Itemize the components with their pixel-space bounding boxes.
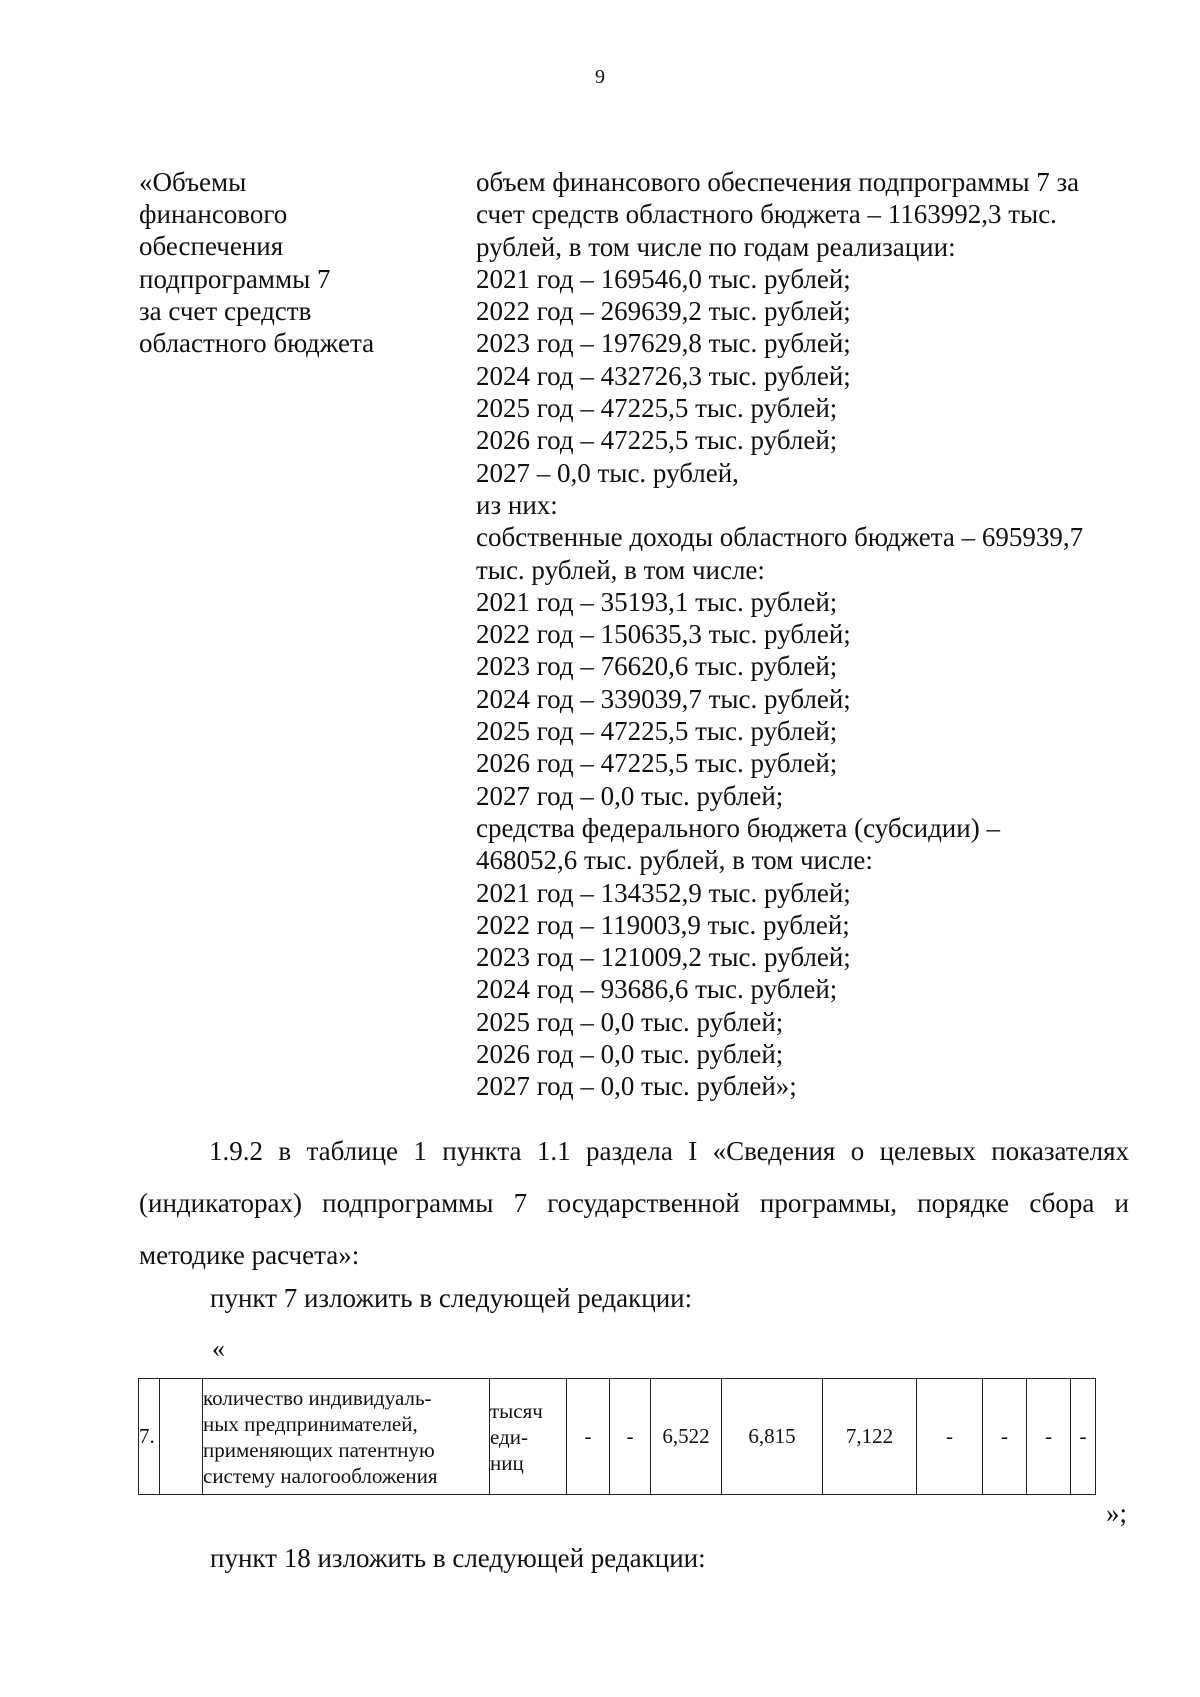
paragraph-text: 1.9.2 в таблице 1 пункта 1.1 раздела I «Сведения о целевых показателях (индикаторах) подпрограммы 7 государственной программы, порядке сбора и методике расчета»: [139, 1136, 1129, 1270]
unit-cell [490, 1379, 567, 1495]
passport-value-line: объем финансового обеспечения подпрограммы 7 за [476, 167, 1080, 197]
passport-value-line: 2027 год – 0,0 тыс. рублей; [476, 780, 784, 811]
passport-value-line: 2024 год – 432726,3 тыс. рублей; [476, 360, 851, 391]
row-number-cell: 7. [139, 1379, 160, 1495]
passport-value-line: 2027 год – 0,0 тыс. рублей»; [476, 1071, 797, 1102]
value-cell: - [610, 1379, 651, 1495]
indicator-name-line: ных предпринимателей, [203, 1411, 418, 1436]
passport-label-line: обеспечения [139, 231, 284, 262]
passport-value-line: 2023 год – 121009,2 тыс. рублей; [476, 942, 851, 973]
value-cell: 6,522 [651, 1379, 722, 1495]
table-quote-open: « [212, 1334, 225, 1363]
passport-value-line: 468052,6 тыс. рублей, в том числе: [476, 845, 873, 876]
passport-value-line: средства федерального бюджета (субсидии) – [476, 812, 1000, 843]
instruction-point-18: пункт 18 изложить в следующей редакции: [210, 1543, 706, 1573]
passport-value-line: рублей, в том числе по годам реализации: [476, 231, 956, 262]
passport-value-line: 2025 год – 0,0 тыс. рублей; [476, 1006, 784, 1037]
indicator-name-line: количество индивидуаль- [203, 1385, 432, 1410]
passport-value-line: 2027 – 0,0 тыс. рублей, [476, 457, 739, 488]
passport-value-line: 2024 год – 339039,7 тыс. рублей; [476, 683, 851, 714]
passport-value-line: 2022 год – 269639,2 тыс. рублей; [476, 296, 851, 327]
passport-label-line: «Объемы [139, 167, 247, 197]
value-cell: - [1027, 1379, 1071, 1495]
page-number: 9 [595, 66, 605, 88]
passport-value-line: 2025 год – 47225,5 тыс. рублей; [476, 716, 838, 747]
empty-cell [160, 1379, 203, 1495]
value-cell: 6,815 [722, 1379, 823, 1495]
passport-label-line: финансового [139, 199, 288, 230]
indicator-name-line: систему налогообложения [203, 1463, 438, 1488]
passport-label-line: за счет средств [139, 295, 312, 326]
passport-value-line: 2021 год – 35193,1 тыс. рублей; [476, 586, 838, 617]
passport-value-line: 2021 год – 169546,0 тыс. рублей; [476, 263, 851, 294]
passport-value-line: 2023 год – 197629,8 тыс. рублей; [476, 328, 851, 359]
unit-line: ниц [490, 1450, 524, 1475]
passport-value-line: 2025 год – 47225,5 тыс. рублей; [476, 393, 838, 424]
passport-value-line: 2026 год – 0,0 тыс. рублей; [476, 1039, 784, 1070]
passport-value-line: 2026 год – 47225,5 тыс. рублей; [476, 748, 838, 779]
passport-label-column [139, 166, 439, 359]
passport-label-line: областного бюджета [139, 328, 375, 359]
indicator-name-line: применяющих патентную [203, 1437, 435, 1462]
unit-line: тысяч [490, 1398, 543, 1423]
indicators-table [138, 1378, 1096, 1495]
passport-value-line: 2022 год – 150635,3 тыс. рублей; [476, 619, 851, 650]
value-cell: - [983, 1379, 1027, 1495]
passport-value-line: 2022 год – 119003,9 тыс. рублей; [476, 909, 850, 940]
passport-value-line: собственные доходы областного бюджета – 695939,7 [476, 522, 1084, 553]
passport-value-line: 2021 год – 134352,9 тыс. рублей; [476, 877, 851, 908]
passport-value-line: счет средств областного бюджета – 1163992,3 тыс. [476, 199, 1057, 230]
table-quote-close: »; [1106, 1498, 1128, 1528]
passport-label-line: подпрограммы 7 [139, 263, 331, 294]
paragraph-1-9-2 [139, 1125, 1129, 1281]
passport-value-line: 2026 год – 47225,5 тыс. рублей; [476, 425, 838, 456]
passport-value-line: 2024 год – 93686,6 тыс. рублей; [476, 974, 838, 1005]
value-cell: 7,122 [823, 1379, 917, 1495]
instruction-point-7: пункт 7 изложить в следующей редакции: [210, 1283, 693, 1313]
table-row [139, 1379, 1096, 1495]
passport-value-line: тыс. рублей, в том числе: [476, 554, 765, 585]
value-cell: - [917, 1379, 983, 1495]
passport-value-line: из них: [476, 489, 558, 520]
passport-value-column [476, 166, 1166, 1103]
unit-line: еди- [490, 1424, 528, 1449]
passport-value-line: 2023 год – 76620,6 тыс. рублей; [476, 651, 838, 682]
value-cell: - [567, 1379, 610, 1495]
indicator-name-cell [203, 1379, 490, 1495]
value-cell: - [1071, 1379, 1096, 1495]
